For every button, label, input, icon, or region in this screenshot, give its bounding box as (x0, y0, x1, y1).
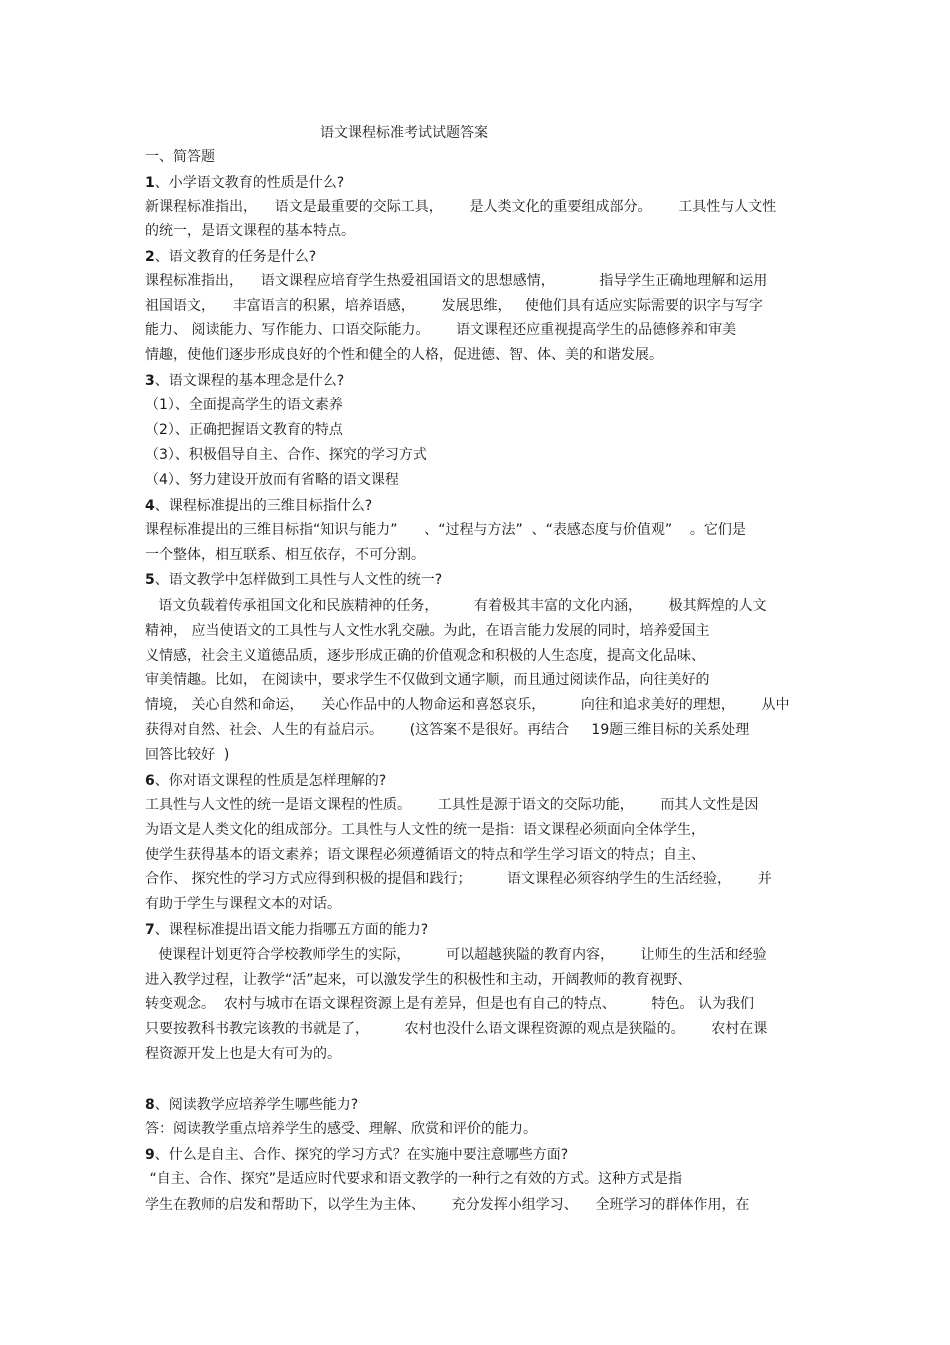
text-line (145, 420, 343, 440)
question-number: 8 (145, 1097, 155, 1113)
question-number: 5 (145, 572, 155, 588)
line-text: 合作、 探究性的学习方式应得到积极的提倡和践行； 语文课程必须容纳学生的生活经验， 并 (145, 871, 772, 887)
line-text: 义情感，社会主义道德品质，逐步形成正确的价值观念和积极的人生态度，提高文化品味、 (145, 648, 705, 664)
question-number: 7 (145, 922, 155, 938)
line-text: 工具性与人文性的统一是语文课程的性质。 工具性是源于语文的交际功能， 而其人文性是因 (145, 797, 759, 813)
line-text: 有助于学生与课程文本的对话。 (145, 896, 341, 912)
text-line (145, 445, 427, 465)
text-line (145, 345, 663, 365)
text-line (145, 1195, 750, 1215)
text-line (145, 596, 767, 616)
text-line (145, 945, 767, 965)
text-line (145, 1044, 341, 1064)
line-text: 转变观念。 农村与城市在语文课程资源上是有差异，但是也有自己的特点、 特色。 认为我们 (145, 996, 754, 1012)
text-line (145, 470, 399, 490)
question-number: 3 (145, 373, 155, 389)
line-text: 祖国语文， 丰富语言的积累，培养语感， 发展思维， 使他们具有适应实际需要的识字与写字 (145, 298, 763, 314)
line-text: 、你对语文课程的性质是怎样理解的? (154, 773, 387, 789)
question-line (145, 496, 372, 516)
text-line (145, 296, 763, 316)
text-line (145, 795, 758, 815)
line-text: 语文负载着传承祖国文化和民族精神的任务， 有着极其丰富的文化内涵， 极其辉煌的人文 (145, 598, 767, 614)
text-line (145, 621, 709, 641)
line-text: 答：阅读教学重点培养学生的感受、理解、欣赏和评价的能力。 (145, 1121, 537, 1137)
line-text: 审美情趣。比如， 在阅读中，要求学生不仅做到文通字顺，而且通过阅读作品，向往美好的 (145, 672, 710, 688)
page-title: 语文课程标准考试试题答案 (320, 125, 488, 141)
line-text: （4）、努力建设开放而有省略的语文课程 (145, 472, 399, 488)
line-text: 、什么是自主、合作、探究的学习方式？在实施中要注意哪些方面? (154, 1147, 569, 1163)
text-line (145, 646, 705, 666)
text-line (145, 894, 341, 914)
line-text: 课程标准提出的三维目标指“知识与能力” 、“过程与方法” 、“表感态度与价值观” 。它们是 (145, 522, 746, 538)
line-text: 、小学语文教育的性质是什么? (154, 175, 345, 191)
line-text: 能力、 阅读能力、写作能力、口语交际能力。 语文课程还应重视提高学生的品德修养和审美 (145, 322, 737, 338)
question-line (145, 771, 386, 791)
line-text: 情趣，使他们逐步形成良好的个性和健全的人格，促进德、智、体、美的和谐发展。 (145, 347, 663, 363)
line-text: 只要按教科书教完该教的书就是了， 农村也没什么语文课程资源的观点是狭隘的。 农村在课 (145, 1021, 768, 1037)
question-line (145, 1095, 358, 1115)
question-line (145, 247, 316, 267)
line-text: （1）、全面提高学生的语文素养 (145, 397, 343, 413)
line-text: 课程标准指出， 语文课程应培育学生热爱祖国语文的思想感情， 指导学生正确地理解和运用 (145, 273, 768, 289)
line-text: （3）、积极倡导自主、合作、探究的学习方式 (145, 447, 427, 463)
text-line (145, 1019, 767, 1039)
line-text: 、语文教育的任务是什么? (154, 249, 317, 265)
text-line (145, 845, 705, 865)
text-line (145, 271, 767, 291)
question-number: 2 (145, 249, 155, 265)
text-line (145, 670, 709, 690)
text-line (145, 869, 772, 889)
line-text: 回答比较好 ) (145, 747, 230, 763)
line-text: “自主、合作、探究”是适应时代要求和语文教学的一种行之有效的方式。这种方式是指 (145, 1171, 682, 1187)
text-line (145, 994, 754, 1014)
line-text: 学生在教师的启发和帮助下，以学生为主体、 充分发挥小组学习、 全班学习的群体作用，在 (145, 1197, 750, 1213)
line-text: 情境， 关心自然和命运， 关心作品中的人物命运和喜怒哀乐， 向往和追求美好的理想， 从中 (145, 697, 790, 713)
line-text: 、课程标准提出的三维目标指什么? (154, 498, 373, 514)
line-text: 的统一，是语文课程的基本特点。 (145, 223, 355, 239)
text-line (145, 1169, 682, 1189)
line-text: 获得对自然、社会、人生的有益启示。 (这答案不是很好。再结合 19题三维目标的关系处理 (145, 722, 750, 738)
line-text: 、语文课程的基本理念是什么? (154, 373, 345, 389)
line-text: 使学生获得基本的语文素养；语文课程必须遵循语文的特点和学生学习语文的特点；自主、 (145, 847, 705, 863)
text-line (145, 745, 229, 765)
question-line (145, 1145, 568, 1165)
question-number: 1 (145, 175, 155, 191)
text-line (145, 221, 355, 241)
question-line (145, 570, 442, 590)
line-text: 精神， 应当使语文的工具性与人文性水乳交融。为此，在语言能力发展的同时，培养爱国主 (145, 623, 710, 639)
text-line (145, 720, 749, 740)
text-line (145, 970, 692, 990)
line-text: 程资源开发上也是大有可为的。 (145, 1046, 341, 1062)
line-text: 一、简答题 (145, 149, 215, 165)
question-number: 6 (145, 773, 155, 789)
text-line (145, 395, 343, 415)
question-line (145, 920, 428, 940)
text-line (145, 1119, 537, 1139)
line-text: 、语文教学中怎样做到工具性与人文性的统一? (154, 572, 443, 588)
line-text: 使课程计划更符合学校教师学生的实际， 可以超越狭隘的教育内容， 让师生的生活和经验 (145, 947, 767, 963)
question-line (145, 371, 344, 391)
question-line (145, 173, 344, 193)
line-text: 一个整体，相互联系、相互依存，不可分割。 (145, 547, 425, 563)
line-text: 新课程标准指出， 语文是最重要的交际工具， 是人类文化的重要组成部分。 工具性与人文性 (145, 199, 777, 215)
text-line (145, 545, 425, 565)
line-text: 、课程标准提出语文能力指哪五方面的能力? (154, 922, 429, 938)
text-line (145, 320, 736, 340)
text-line (145, 520, 746, 540)
text-line (145, 695, 790, 715)
text-line (145, 197, 776, 217)
line-text: 进入教学过程，让教学“活”起来，可以激发学生的积极性和主动，开阔教师的教育视野、 (145, 972, 692, 988)
text-line (145, 820, 705, 840)
line-text: 、阅读教学应培养学生哪些能力? (154, 1097, 359, 1113)
line-text: 为语文是人类文化的组成部分。工具性与人文性的统一是指：语文课程必须面向全体学生， (145, 822, 705, 838)
text-line (145, 147, 215, 167)
line-text: （2）、正确把握语文教育的特点 (145, 422, 343, 438)
question-number: 9 (145, 1147, 155, 1163)
question-number: 4 (145, 498, 155, 514)
